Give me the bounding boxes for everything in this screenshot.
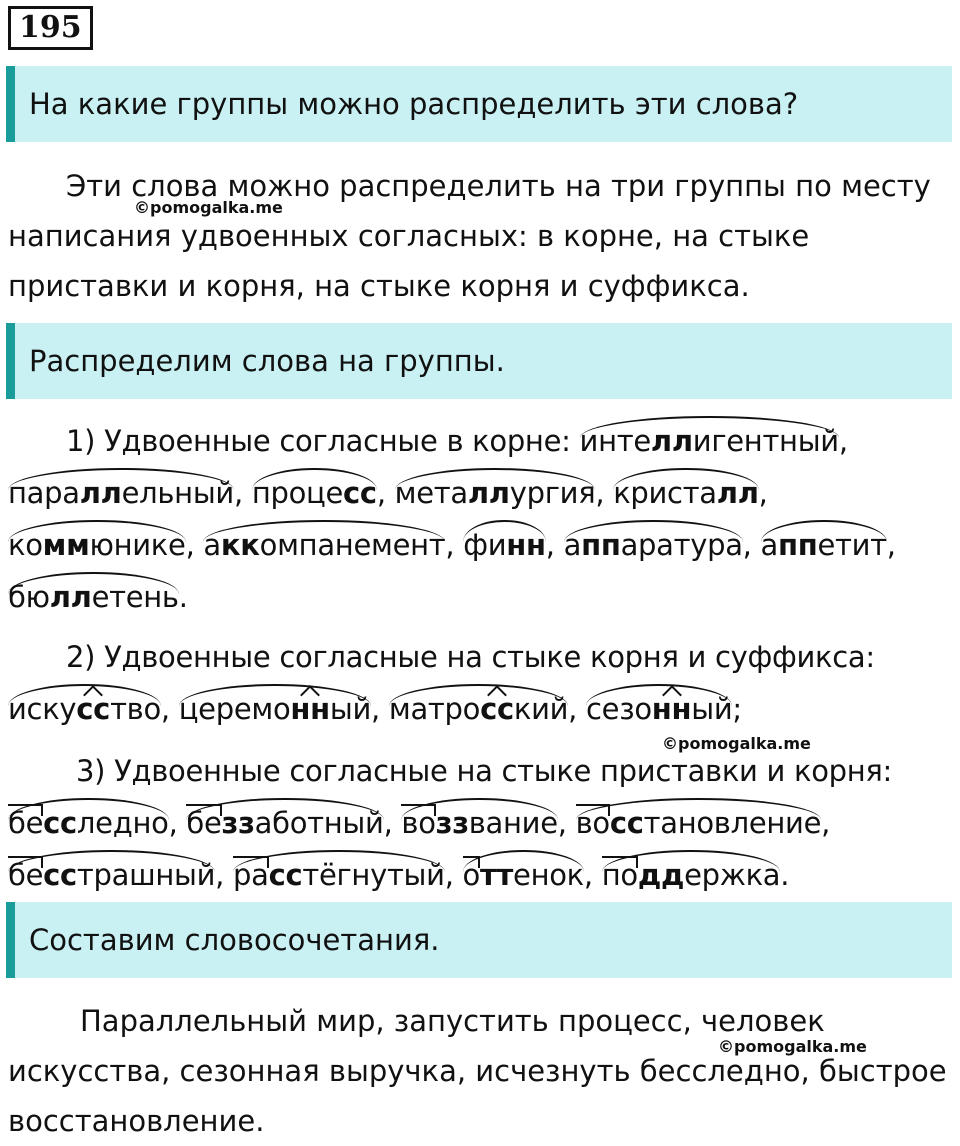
phrases-heading: Составим словосочетания.	[6, 902, 952, 978]
phrases-text-1: Параллельный мир, запустить процесс, человек	[80, 1004, 825, 1038]
word-metallurgiya: металлургия	[395, 462, 596, 524]
group-3	[8, 740, 956, 896]
distribute-heading: Распределим слова на группы.	[6, 323, 952, 399]
word-akkompanement: аккомпанемент	[203, 514, 445, 576]
phrases-paragraph	[8, 996, 953, 1146]
word-parallelny: параллельный	[8, 462, 234, 524]
word-kristall: кристалл	[613, 462, 758, 524]
phrases-line-3: восстановление.	[8, 1104, 265, 1138]
word-ottenok: оттенок	[463, 844, 584, 906]
word-matrosskiy: матросский	[389, 678, 568, 740]
watermark-2: ©pomogalka.me	[662, 734, 811, 753]
answer-line-3: приставки и корня, на стыке корня и суффикса.	[8, 269, 750, 303]
word-rasstegnuty: расстёгнутый	[233, 844, 445, 906]
word-kommyunike: коммюнике	[8, 514, 186, 576]
group-3-title: 3) Удвоенные согласные на стыке приставки и корня:	[76, 754, 893, 788]
group-3-line-1	[8, 740, 956, 792]
group-1	[8, 410, 956, 618]
group-3-line-3: бесстрашный, расстёгнутый, оттенок, поддержка.	[8, 844, 956, 896]
word-besstrashny: бесстрашный	[8, 844, 215, 906]
group-2-line-1	[8, 626, 956, 678]
group-1-line-3: коммюнике, аккомпанемент, финн, аппаратура, аппетит,	[8, 514, 956, 566]
word-intelligentny: интеллигентный	[580, 410, 839, 472]
phrases-line-2: искусства, сезонная выручка, исчезнуть бесследно, быстрое	[8, 1054, 947, 1088]
group-2	[8, 626, 956, 730]
watermark-3: ©pomogalka.me	[718, 1037, 867, 1056]
word-vosstanovlenie: восстановление	[576, 792, 822, 854]
group-2-title: 2) Удвоенные согласные на стыке корня и суффикса:	[66, 640, 875, 674]
word-byulleten: бюллетень	[8, 566, 179, 628]
group-1-title: 1) Удвоенные согласные в корне:	[66, 424, 571, 458]
answer-text-1: Эти слова можно распределить на три группы по месту	[66, 169, 931, 203]
word-bessledno: бесследно	[8, 792, 169, 854]
word-apparatura: аппаратура	[564, 514, 743, 576]
word-appetit: аппетит	[761, 514, 887, 576]
group-1-line-1: 1) Удвоенные согласные в корне: интеллигентный,	[8, 410, 956, 462]
answer-paragraph	[8, 161, 953, 311]
group-3-line-2: бесследно, беззаботный, воззвание, восстановление,	[8, 792, 956, 844]
word-poddershka: поддержка	[602, 844, 781, 906]
question-heading: На какие группы можно распределить эти слова?	[6, 66, 952, 142]
answer-line-2: написания удвоенных согласных: в корне, на стыке	[8, 219, 810, 253]
group-1-line-2: параллельный, процесс, металлургия, кристалл,	[8, 462, 956, 514]
word-process: процесс	[252, 462, 377, 524]
word-iskusstvo: искусство	[8, 678, 161, 740]
word-ceremonny: церемонный	[179, 678, 371, 740]
watermark: ©pomogalka.me	[134, 198, 283, 217]
word-finn: финн	[463, 514, 546, 576]
exercise-number: 195	[8, 6, 93, 50]
group-2-line-2: искусство, церемонный, матросский, сезонный;	[8, 678, 956, 730]
word-vozzvanie: воззвание	[401, 792, 557, 854]
group-1-line-4: бюллетень.	[8, 566, 956, 618]
word-bezzabotny: беззаботный	[186, 792, 383, 854]
word-sezonny: сезонный	[586, 678, 732, 740]
